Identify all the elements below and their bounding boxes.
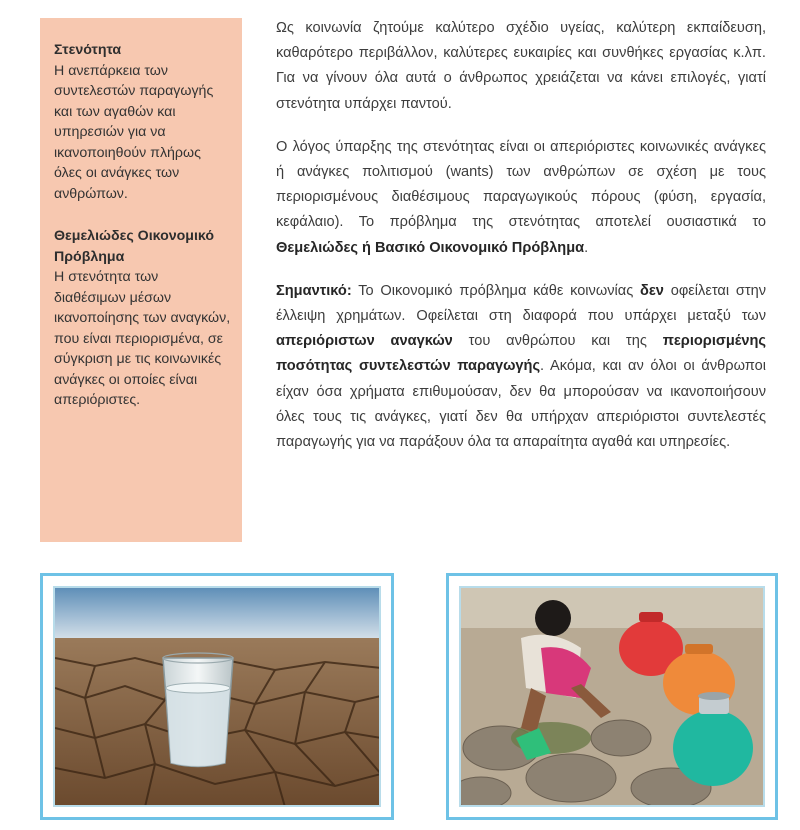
paragraph-1: Ως κοινωνία ζητούμε καλύτερο σχέδιο υγείας, καλύτερη εκπαίδευση, καθαρότερο περιβάλλον, καλύτερες ευκαιρίες και συνθήκες εργασίας κ.λπ. Για να γίνουν όλα αυτά ο άνθρωπος χρειάζεται να κάνει επιλογές, γιατί στενότητα υπάρχει παντού. [276, 20, 766, 112]
p3-e: του ανθρώπου και της [468, 333, 647, 350]
definition-scarcity: Η ανεπάρκεια των συντελεστών παραγωγής και των αγαθών και υπηρεσιών για να ικανοποιηθούν πλήρως όλες οι ανάγκες των ανθρώπων. [54, 62, 214, 202]
p3-g: . Ακόμα, και αν όλοι οι άνθρωποι είχαν όσα χρήματα επιθυμούσαν, δεν θα μπορούσαν να ικανοποιήσουν όλες τους τις ανάγκες, γιατί δεν θα υπήρχαν απεριόριστοι συντελεστές παραγωγής για να παράξουν όλα τα απαραίτητα αγαθά και υπηρεσίες. [276, 358, 766, 451]
term-fundamental-problem: Θεμελιώδες Οικονομικό Πρόβλημα [54, 228, 215, 265]
photo-frame-water-collection [446, 573, 778, 820]
definition-fundamental-problem: Η στενότητα των διαθέσιμων μέσων ικανοποίησης των αναγκών, που είναι περιορισμένα, σε σύγκριση με τις κοινωνικές ανάγκες οι οποίες είναι απεριόριστες. [54, 269, 231, 408]
paragraph-2-end: . [584, 239, 589, 256]
water-glass-icon [163, 653, 233, 767]
photo-frame-drought [40, 573, 394, 820]
p3-b: δεν [640, 282, 664, 299]
p3-a: Το Οικονομικό πρόβλημα κάθε κοινωνίας [358, 282, 634, 299]
paragraph-2 [276, 135, 766, 261]
term-scarcity: Στενότητα [54, 42, 122, 58]
definitions-sidebar [40, 18, 242, 542]
drought-glass-image [55, 588, 381, 807]
important-label: Σημαντικό: [276, 282, 352, 299]
p3-f: περιορισμένης ποσότητας συντελεστών παραγωγής [276, 333, 766, 375]
p3-c: οφείλεται στην έλλειψη χρημάτων. Οφείλεται στη διαφορά που υπάρχει μεταξύ των [276, 282, 767, 325]
child-collecting-water-image [461, 588, 765, 807]
paragraph-3 [276, 279, 766, 455]
main-text [276, 16, 766, 473]
p3-d: απεριόριστων αναγκών [276, 333, 453, 350]
paragraph-2-text: Ο λόγος ύπαρξης της στενότητας είναι οι απεριόριστες κοινωνικές ανάγκες ή ανάγκες πολιτισμού (wants) των ανθρώπων σε σχέση με τους περιορισμένους διαθέσιμους παραγωγικούς πόρους (φύση, εργασία, κεφάλαιο). Το πρόβλημα της στενότητας αποτελεί ουσιαστικά το [276, 138, 766, 231]
paragraph-2-bold: Θεμελιώδες ή Βασικό Οικονομικό Πρόβλημα [276, 239, 585, 256]
